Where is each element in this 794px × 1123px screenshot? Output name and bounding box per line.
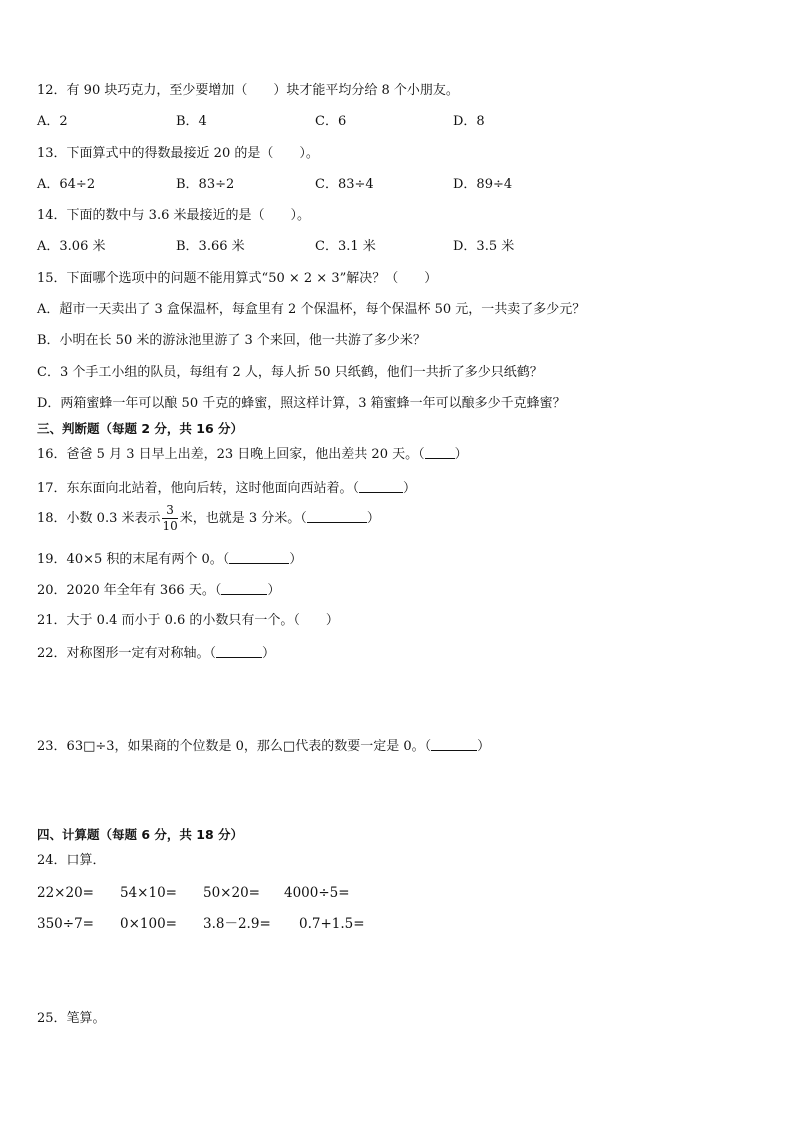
question-25: 25．笔算。 xyxy=(37,1011,106,1026)
q18-answer-blank[interactable] xyxy=(307,509,367,523)
q14-option-a[interactable]: A．3.06 米 xyxy=(37,239,106,254)
q22-text: 22．对称图形一定有对称轴。（ xyxy=(37,646,217,661)
calc-item: 22×20= xyxy=(37,885,94,901)
fraction-numerator: 3 xyxy=(162,503,177,519)
q13-option-b[interactable]: B．83÷2 xyxy=(176,177,235,192)
q16-answer-blank[interactable] xyxy=(425,445,455,459)
calc-item: 350÷7= xyxy=(37,916,94,932)
calc-item: 3.8－2.9= xyxy=(203,916,271,932)
q15-option-c[interactable]: C．3 个手工小组的队员，每组有 2 人，每人折 50 只纸鹤，他们一共折了多少只纸鹤？ xyxy=(37,365,543,380)
question-13: 13．下面算式中的得数最接近 20 的是（ ）。 xyxy=(37,146,319,161)
question-16 xyxy=(37,445,468,464)
section-4-title: 四、计算题（每题 6 分，共 18 分） xyxy=(37,827,244,842)
question-19 xyxy=(37,550,302,569)
calc-item: 0.7+1.5= xyxy=(299,916,365,932)
q20-answer-blank[interactable] xyxy=(221,581,267,595)
q23-close: ） xyxy=(477,739,491,754)
q13-option-d[interactable]: D．89÷4 xyxy=(453,177,513,192)
q14-option-c[interactable]: C．3.1 米 xyxy=(315,239,376,254)
q14-option-d[interactable]: D．3.5 米 xyxy=(453,239,515,254)
q12-option-a[interactable]: A．2 xyxy=(37,114,68,129)
q16-close: ） xyxy=(454,447,468,462)
calc-item: 50×20= xyxy=(203,885,260,901)
q20-text: 20．2020 年全年有 366 天。（ xyxy=(37,583,222,598)
q17-answer-blank[interactable] xyxy=(359,479,403,493)
q14-option-b[interactable]: B．3.66 米 xyxy=(176,239,245,254)
q18-pre: 18．小数 0.3 米表示 xyxy=(37,511,161,526)
question-21: 21．大于 0.4 而小于 0.6 的小数只有一个。（ ） xyxy=(37,613,339,628)
question-14: 14．下面的数中与 3.6 米最接近的是（ ）。 xyxy=(37,208,310,223)
q19-close: ） xyxy=(289,552,303,567)
question-23 xyxy=(37,737,490,756)
q19-answer-blank[interactable] xyxy=(229,550,289,564)
question-18 xyxy=(37,503,380,534)
q13-option-c[interactable]: C．83÷4 xyxy=(315,177,374,192)
question-20 xyxy=(37,581,280,600)
q12-option-d[interactable]: D．8 xyxy=(453,114,485,129)
question-15: 15．下面哪个选项中的问题不能用算式“50 × 2 × 3”解决？（ ） xyxy=(37,271,438,286)
q20-close: ） xyxy=(267,583,281,598)
question-12: 12．有 90 块巧克力，至少要增加（ ）块才能平均分给 8 个小朋友。 xyxy=(37,83,459,98)
q22-answer-blank[interactable] xyxy=(216,644,262,658)
q15-option-d[interactable]: D．两箱蜜蜂一年可以酿 50 千克的蜂蜜，照这样计算，3 箱蜜蜂一年可以酿多少千克蜂蜜？ xyxy=(37,396,566,411)
q12-option-c[interactable]: C．6 xyxy=(315,114,347,129)
question-22 xyxy=(37,644,275,663)
q17-close: ） xyxy=(403,481,417,496)
fraction-3-10 xyxy=(162,503,177,534)
q18-close: ） xyxy=(366,511,380,526)
q15-option-b[interactable]: B．小明在长 50 米的游泳池里游了 3 个来回，他一共游了多少米？ xyxy=(37,333,426,348)
calc-item: 0×100= xyxy=(120,916,177,932)
fraction-denominator: 10 xyxy=(162,519,178,533)
q23-answer-blank[interactable] xyxy=(431,737,477,751)
q18-post: 米，也就是 3 分米。（ xyxy=(179,511,307,526)
section-3-title: 三、判断题（每题 2 分，共 16 分） xyxy=(37,421,244,436)
q13-option-a[interactable]: A．64÷2 xyxy=(37,177,96,192)
q16-text: 16．爸爸 5 月 3 日早上出差，23 日晚上回家，他出差共 20 天。（ xyxy=(37,447,425,462)
q19-text: 19．40×5 积的末尾有两个 0。（ xyxy=(37,552,230,567)
calc-item: 54×10= xyxy=(120,885,177,901)
q23-text: 23．63□÷3，如果商的个位数是 0，那么□代表的数要一定是 0。（ xyxy=(37,739,432,754)
q22-close: ） xyxy=(262,646,276,661)
question-17 xyxy=(37,479,416,498)
question-24: 24．口算． xyxy=(37,853,106,868)
q15-option-a[interactable]: A．超市一天卖出了 3 盒保温杯，每盒里有 2 个保温杯，每个保温杯 50 元，一共卖了多少元？ xyxy=(37,302,586,317)
q12-option-b[interactable]: B．4 xyxy=(176,114,207,129)
calc-item: 4000÷5= xyxy=(284,885,350,901)
q17-text: 17．东东面向北站着，他向后转，这时他面向西站着。（ xyxy=(37,481,360,496)
